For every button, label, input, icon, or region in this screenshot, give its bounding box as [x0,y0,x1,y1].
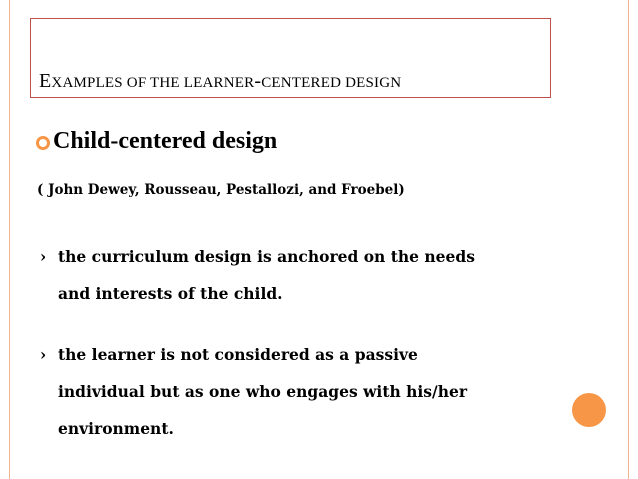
subheading [36,128,277,155]
title-box [30,18,551,98]
bullet-point [40,238,600,312]
bullet-line: individual but as one who engages with his/her [58,382,467,401]
title-dash: - [254,70,262,92]
left-edge-line [9,0,10,479]
title-part-1: XAMPLES OF THE LEARNER [51,75,255,91]
proponents-list: ( John Dewey, Rousseau, Pestallozi, and Froebel) [37,182,405,198]
right-edge-line [628,0,629,479]
bullet-point [40,336,600,447]
chevron-right-icon: › [40,345,47,364]
bullet-text: the curriculum design is anchored on the needs [58,247,475,266]
bullet-text: the learner is not considered as a passive [58,345,418,364]
bullet-line [40,336,600,373]
bullet-line: and interests of the child. [58,284,283,303]
bullet-line [40,238,600,275]
slide-title [39,70,401,93]
title-part-2: CENTERED DESIGN [261,75,402,91]
ring-bullet-icon [36,136,50,150]
chevron-right-icon: › [40,247,47,266]
title-initial: E [39,70,52,92]
subheading-text: Child-centered design [53,128,278,154]
bullet-line: environment. [58,419,174,438]
